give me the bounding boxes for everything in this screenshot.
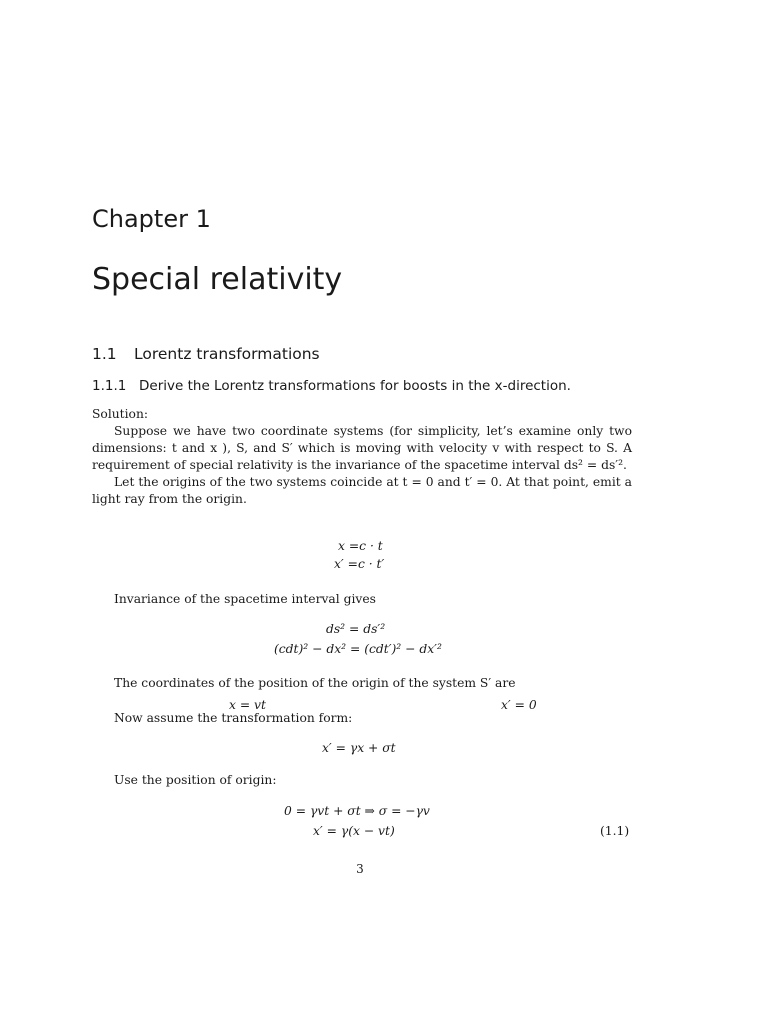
equation-sigma: 0 = γvt + σt ⇒ σ = −γv [284,804,430,818]
section-heading [92,345,320,363]
subsection-title: Derive the Lorentz transformations for boosts in the x-direction. [139,378,571,394]
use-origin-text: Use the position of origin: [114,773,277,787]
section-number: 1.1 [92,345,117,363]
origin-coordinates-text: The coordinates of the position of the origin of the system S′ are [114,676,516,690]
section-title: Lorentz transformations [134,345,320,363]
equation-lorentz-final: x′ = γ(x − vt) [313,824,395,838]
assume-text: Now assume the transformation form: [114,711,353,725]
equation-interval-expanded: (cdt)² − dx² = (cdt′)² − dx′² [274,642,442,656]
equation-number: (1.1) [600,824,630,838]
equation-origin-left: x = vt [229,698,266,712]
equation-interval: ds² = ds′² [326,622,386,636]
solution-label: Solution: [92,407,149,421]
equation-transform: x′ = γx + σt [322,741,396,755]
invariance-text: Invariance of the spacetime interval gives [114,592,376,606]
page-number: 3 [356,862,364,876]
chapter-label: Chapter 1 [92,205,211,233]
subsection-heading [92,378,571,394]
equation-light-x: x =c · t [338,539,383,553]
subsection-number: 1.1.1 [92,378,127,394]
paragraph-setup: Suppose we have two coordinate systems (for simplicity, let’s examine only two dimensions: t and x ), S, and S′ which is moving with velocity v with respect to S. A requirement of special relativity is the invariance of the spacetime interval ds² = ds′². [92,424,632,472]
equation-light-x-prime: x′ =c · t′ [334,557,385,571]
chapter-title: Special relativity [92,262,343,297]
equation-origin-right: x′ = 0 [501,698,537,712]
paragraph-origins: Let the origins of the two systems coincide at t = 0 and t′ = 0. At that point, emit a light ray from the origin. [92,475,632,506]
